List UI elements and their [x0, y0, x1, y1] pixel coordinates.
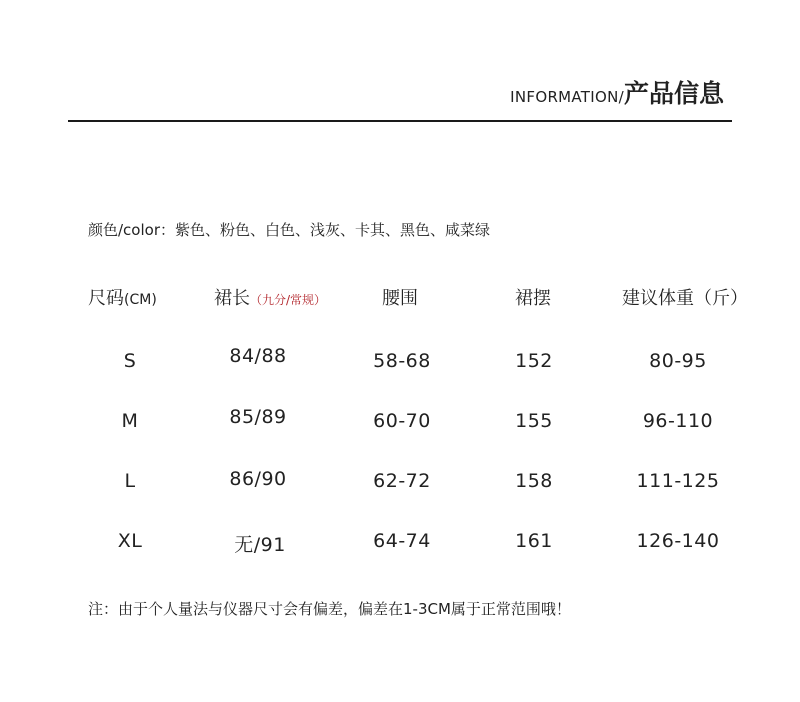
- table-cell-waist: 64-74: [373, 530, 431, 552]
- hem-header: 裙摆: [515, 288, 551, 309]
- table-cell-length: 无/91: [234, 534, 286, 556]
- header-divider: [68, 120, 732, 122]
- table-cell-hem: 155: [515, 410, 553, 432]
- table-cell-weight: 96-110: [642, 410, 714, 432]
- table-cell-weight: 80-95: [649, 350, 707, 372]
- table-cell-waist: 58-68: [373, 350, 431, 372]
- measurement-note: 注：由于个人量法与仪器尺寸会有偏差，偏差在1-3CM属于正常范围哦！: [88, 600, 571, 618]
- table-cell-length: 85/89: [229, 406, 287, 428]
- table-cell-waist: 62-72: [373, 470, 431, 492]
- table-cell-weight: 111-125: [636, 470, 720, 492]
- table-cell-size: L: [124, 470, 136, 492]
- table-cell-hem: 161: [515, 530, 553, 552]
- table-cell-hem: 158: [515, 470, 553, 492]
- size-header-unit: (CM): [124, 292, 157, 308]
- length-header: [214, 284, 326, 310]
- size-header-label: 尺码: [88, 288, 124, 309]
- table-cell-weight: 126-140: [636, 530, 720, 552]
- waist-header: 腰围: [382, 288, 418, 309]
- table-cell-length: 86/90: [229, 468, 287, 490]
- title-english: INFORMATION/: [510, 88, 624, 106]
- size-header: [88, 284, 157, 310]
- color-options-line: 颜色/color：紫色、粉色、白色、浅灰、卡其、黑色、咸菜绿: [88, 221, 490, 239]
- length-header-note: （九分/常规）: [249, 293, 327, 307]
- table-cell-size: XL: [117, 530, 143, 552]
- length-header-label: 裙长: [213, 288, 250, 309]
- table-cell-size: M: [121, 410, 139, 432]
- table-cell-hem: 152: [515, 350, 553, 372]
- table-cell-waist: 60-70: [373, 410, 431, 432]
- weight-header: 建议体重（斤）: [622, 288, 748, 309]
- table-cell-length: 84/88: [229, 345, 287, 367]
- title-chinese: 产品信息: [623, 79, 724, 108]
- page-title: [510, 74, 724, 110]
- table-cell-size: S: [123, 350, 137, 372]
